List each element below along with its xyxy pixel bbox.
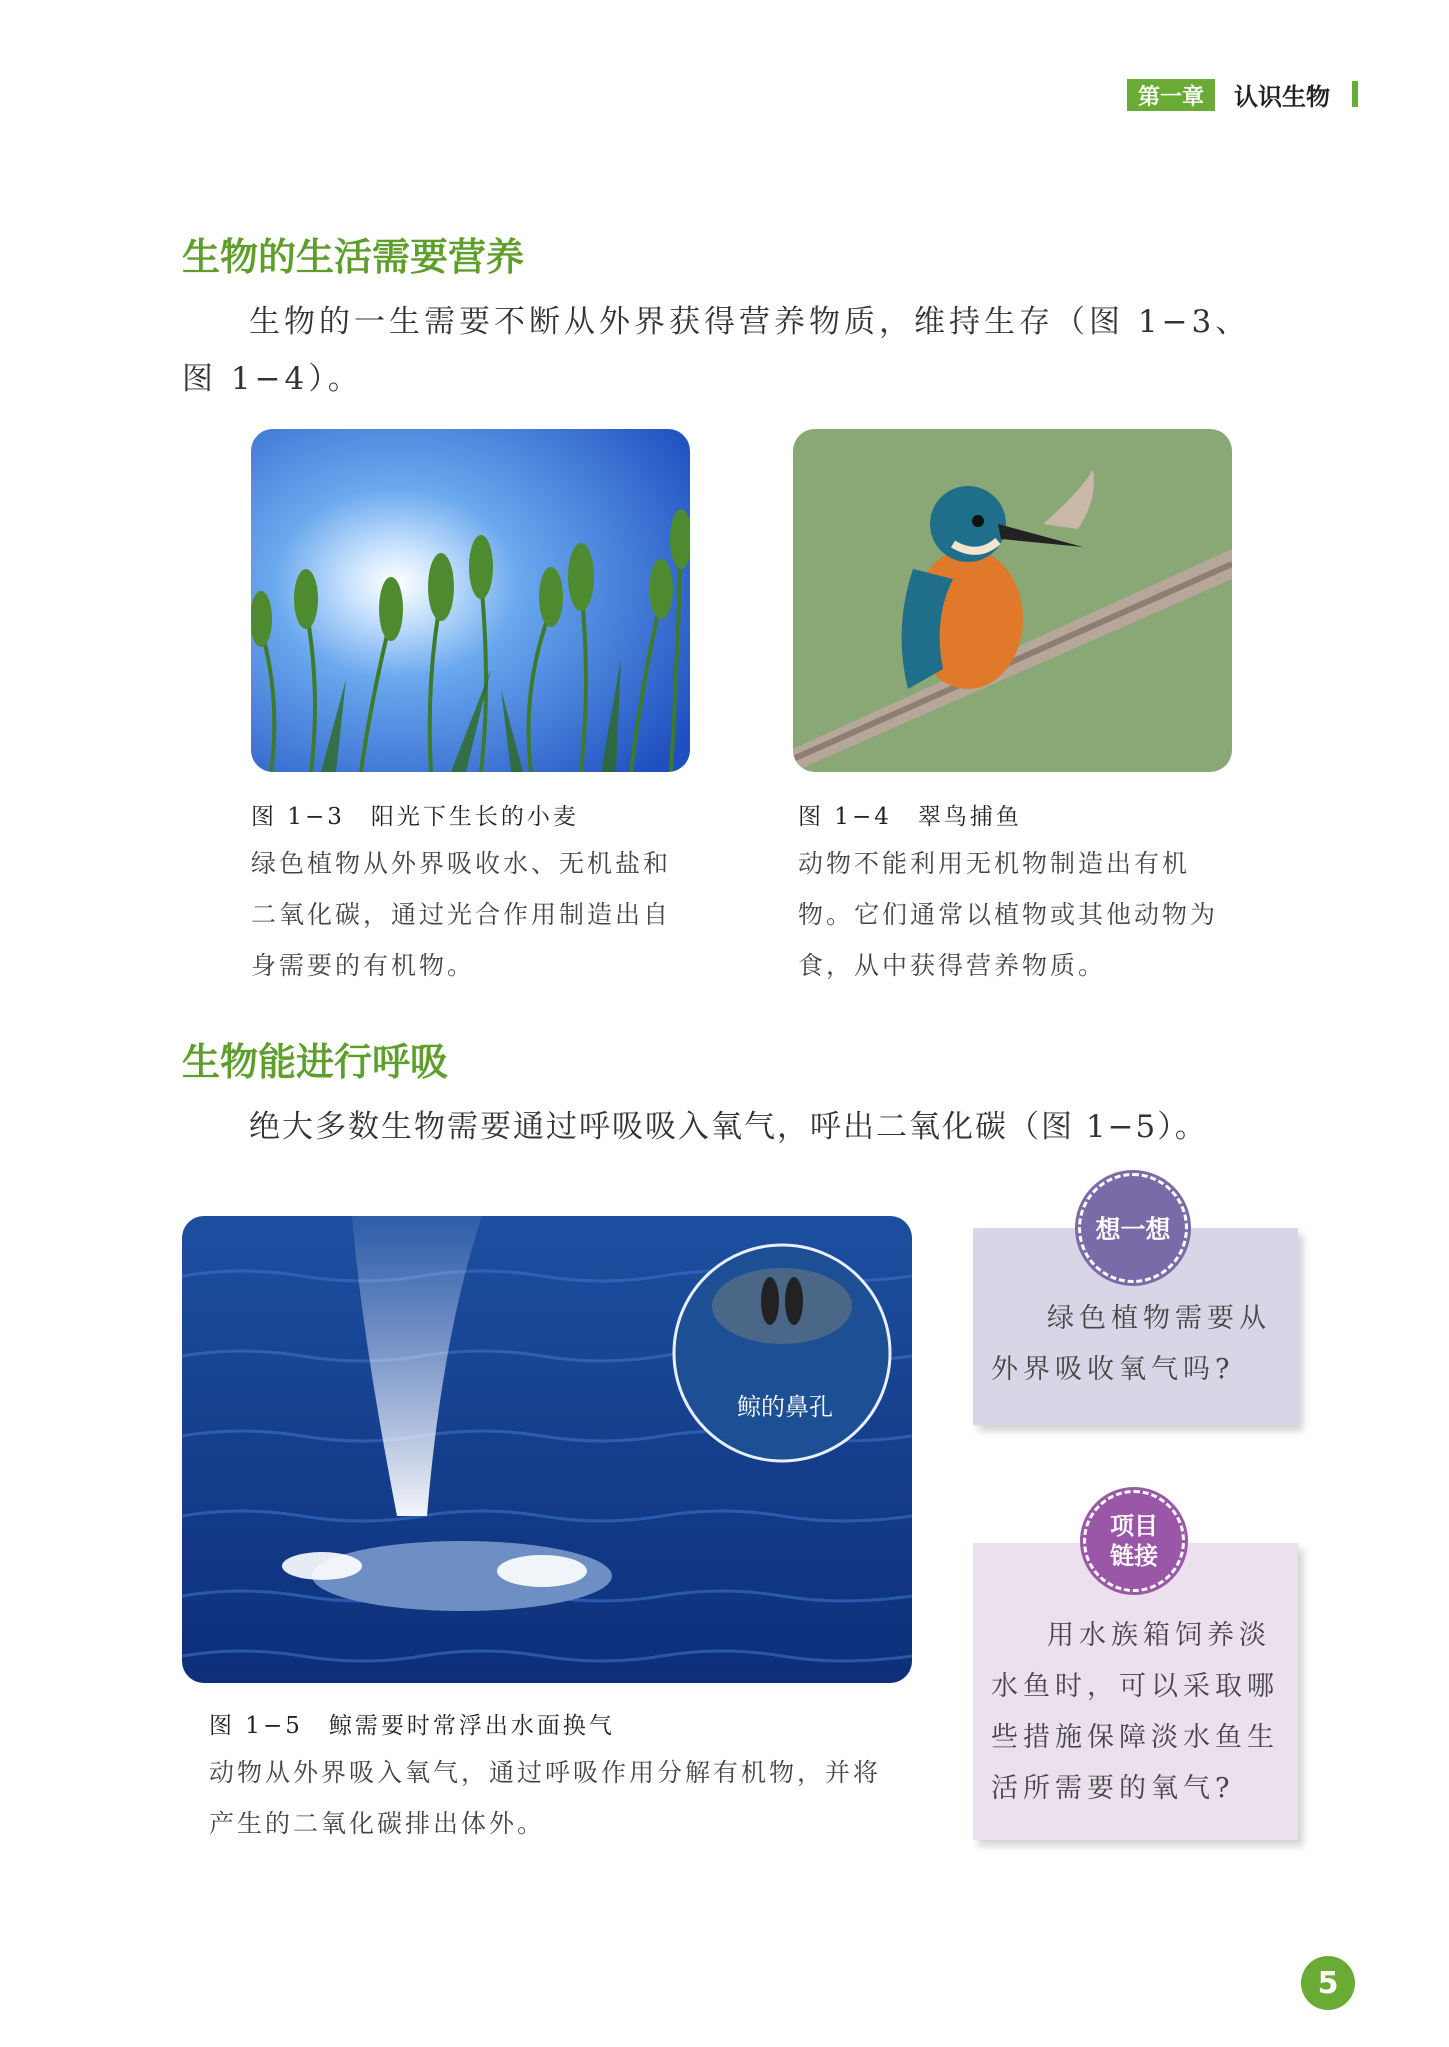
fig13-caption	[251, 838, 671, 991]
page-number: 5	[1301, 1956, 1355, 2010]
project-line: 水鱼时，可以采取哪	[991, 1671, 1279, 1702]
whale-nostril-label: 鲸的鼻孔	[737, 1393, 833, 1421]
project-badge-line: 项目	[1110, 1512, 1158, 1540]
fig13-caption-line: 二氧化碳，通过光合作用制造出自	[251, 900, 672, 929]
section-heading-nutrition: 生物的生活需要营养	[182, 235, 525, 279]
project-line: 用水族箱饲养淡	[1047, 1620, 1271, 1651]
project-line: 些措施保障淡水鱼生	[991, 1722, 1279, 1753]
fig14-title: 图 1−4 翠鸟捕鱼	[798, 804, 1022, 830]
fig15-caption	[209, 1747, 881, 1849]
chapter-label: 第一章	[1127, 79, 1215, 111]
project-line: 活所需要的氧气?	[991, 1773, 1235, 1804]
fig14-caption-line: 动物不能利用无机物制造出有机	[798, 849, 1191, 878]
think-line: 绿色植物需要从	[1047, 1303, 1271, 1334]
fig14-caption	[798, 838, 1218, 991]
fig15-caption-line: 动物从外界吸入氧气，通过呼吸作用分解有机物，并将	[209, 1758, 882, 1787]
whale-photo	[182, 1216, 912, 1683]
project-badge-line: 链接	[1110, 1542, 1158, 1570]
fig14-caption-line: 食，从中获得营养物质。	[798, 951, 1107, 980]
think-badge: 想一想	[1078, 1173, 1188, 1283]
fig13-caption-line: 身需要的有机物。	[251, 951, 476, 980]
think-text	[991, 1293, 1291, 1395]
project-text	[991, 1610, 1291, 1814]
paragraph-nutrition-line2: 图 1−4）。	[182, 361, 363, 397]
paragraph-respiration: 绝大多数生物需要通过呼吸吸入氧气，呼出二氧化碳（图 1−5）。	[249, 1109, 1208, 1145]
fig15-title: 图 1−5 鲸需要时常浮出水面换气	[209, 1713, 615, 1739]
think-line: 外界吸收氧气吗?	[991, 1354, 1235, 1385]
header-accent-bar	[1352, 81, 1358, 107]
wheat-photo	[251, 429, 690, 772]
fig14-caption-line: 物。它们通常以植物或其他动物为	[798, 900, 1219, 929]
kingfisher-photo	[793, 429, 1232, 772]
section-heading-respiration: 生物能进行呼吸	[182, 1040, 449, 1084]
fig13-title: 图 1−3 阳光下生长的小麦	[251, 804, 579, 830]
fig15-caption-line: 产生的二氧化碳排出体外。	[209, 1809, 546, 1838]
paragraph-nutrition-line1: 生物的一生需要不断从外界获得营养物质，维持生存（图 1−3、	[249, 304, 1251, 340]
project-link-badge	[1083, 1490, 1185, 1592]
chapter-title: 认识生物	[1234, 83, 1330, 111]
fig13-caption-line: 绿色植物从外界吸收水、无机盐和	[251, 849, 672, 878]
